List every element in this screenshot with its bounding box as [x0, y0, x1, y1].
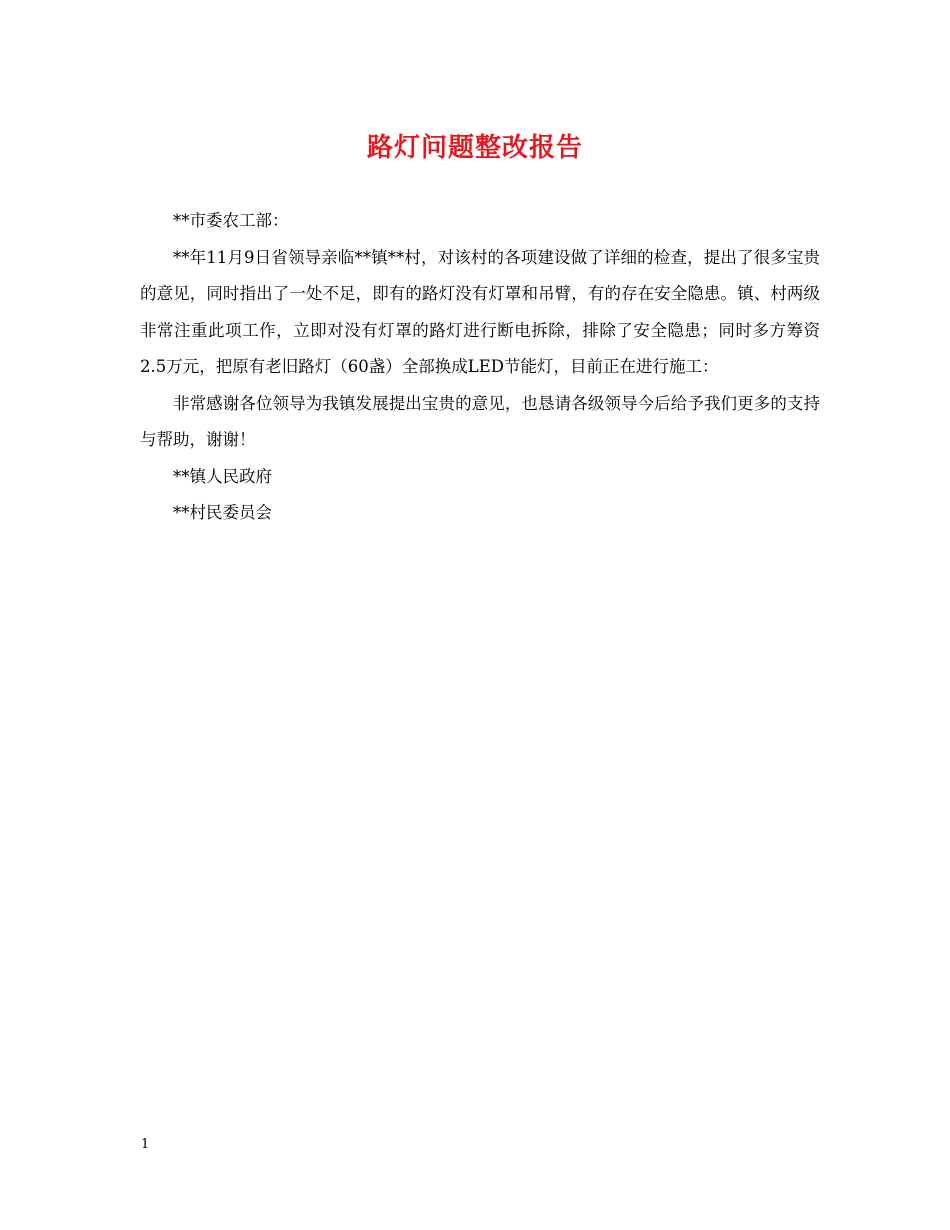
signature-village-committee: **村民委员会 — [173, 503, 272, 522]
paragraph-report: **年11月9日省领导亲临**镇**村，对该村的各项建设做了详细的检查，提出了很多宝贵的意见，同时指出了一处不足，即有的路灯没有灯罩和吊臂，有的存在安全隐患。镇、村两级非常注重此项工作，立即对没有灯罩的路灯进行断电拆除，排除了安全隐患；同时多方筹资2.5万元，把原有老旧路灯（60盏）全部换成LED节能灯，目前正在进行施工： — [140, 247, 820, 376]
document-body — [140, 203, 820, 532]
paragraph-thanks: 非常感谢各位领导为我镇发展提出宝贵的意见，也恳请各级领导今后给予我们更多的支持与帮助，谢谢！ — [140, 393, 820, 449]
page-number: 1 — [141, 1137, 150, 1152]
document-title: 路灯问题整改报告 — [366, 133, 583, 163]
salutation: **市委农工部： — [173, 211, 289, 230]
signature-town-government: **镇人民政府 — [173, 466, 272, 486]
